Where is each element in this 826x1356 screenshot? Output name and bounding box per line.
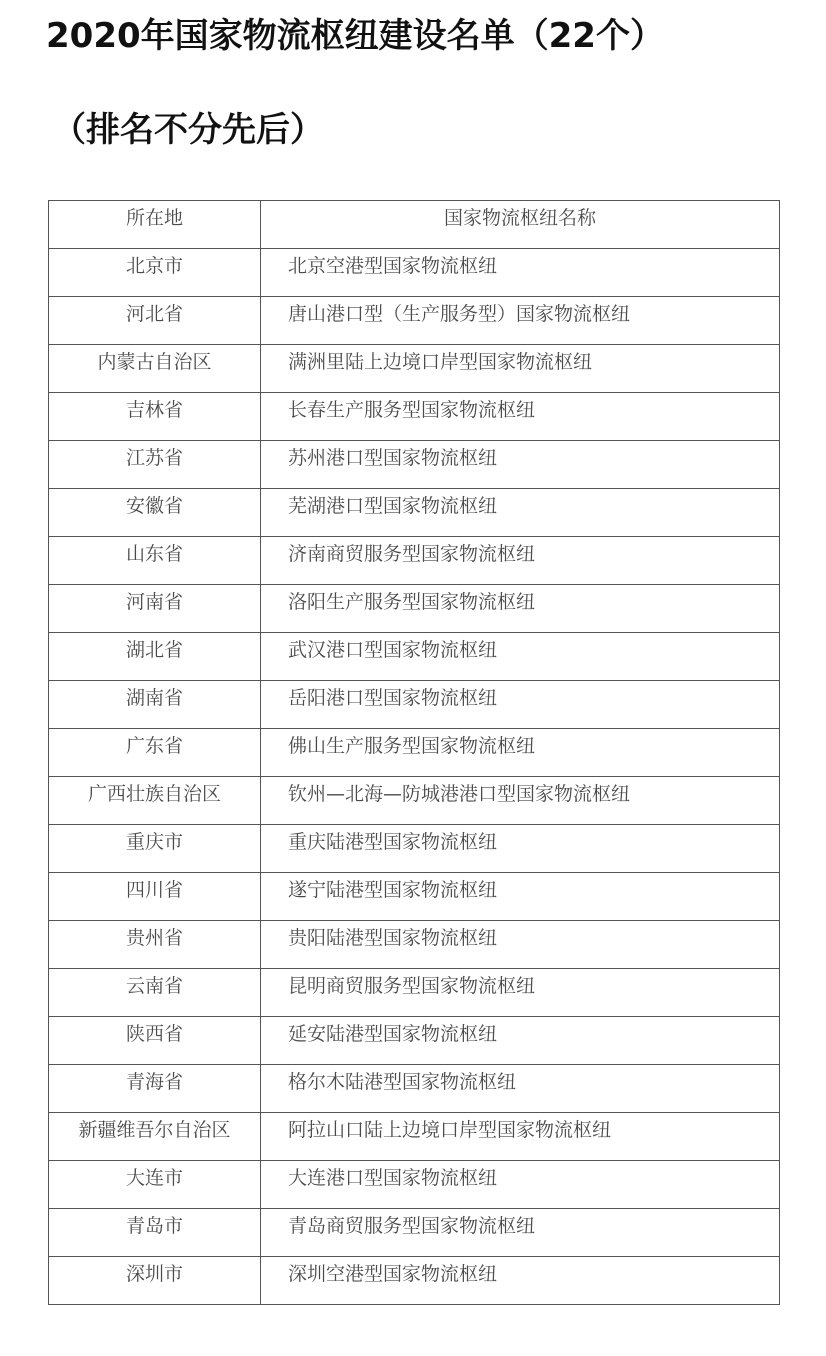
cell-location: 北京市 (49, 249, 261, 297)
cell-hub-name: 长春生产服务型国家物流枢纽 (261, 393, 780, 441)
table-row (49, 1257, 780, 1305)
cell-location: 广东省 (49, 729, 261, 777)
cell-hub-name: 重庆陆港型国家物流枢纽 (261, 825, 780, 873)
cell-location: 内蒙古自治区 (49, 345, 261, 393)
table-row (49, 1161, 780, 1209)
header-hub-name: 国家物流枢纽名称 (261, 201, 780, 249)
cell-location: 青岛市 (49, 1209, 261, 1257)
cell-location: 河南省 (49, 585, 261, 633)
cell-hub-name: 贵阳陆港型国家物流枢纽 (261, 921, 780, 969)
table-row (49, 969, 780, 1017)
cell-hub-name: 佛山生产服务型国家物流枢纽 (261, 729, 780, 777)
cell-location: 山东省 (49, 537, 261, 585)
cell-location: 河北省 (49, 297, 261, 345)
cell-hub-name: 芜湖港口型国家物流枢纽 (261, 489, 780, 537)
cell-location: 安徽省 (49, 489, 261, 537)
cell-hub-name: 满洲里陆上边境口岸型国家物流枢纽 (261, 345, 780, 393)
table-row (49, 1017, 780, 1065)
table-row (49, 393, 780, 441)
logistics-hub-table (48, 200, 779, 1305)
table-row (49, 825, 780, 873)
cell-hub-name: 大连港口型国家物流枢纽 (261, 1161, 780, 1209)
cell-hub-name: 昆明商贸服务型国家物流枢纽 (261, 969, 780, 1017)
cell-hub-name: 武汉港口型国家物流枢纽 (261, 633, 780, 681)
table-row (49, 585, 780, 633)
cell-hub-name: 格尔木陆港型国家物流枢纽 (261, 1065, 780, 1113)
cell-hub-name: 唐山港口型（生产服务型）国家物流枢纽 (261, 297, 780, 345)
table-header-row (49, 201, 780, 249)
table-row (49, 633, 780, 681)
page-subtitle: （排名不分先后） (52, 110, 324, 150)
table-row (49, 489, 780, 537)
cell-location: 陕西省 (49, 1017, 261, 1065)
cell-location: 青海省 (49, 1065, 261, 1113)
cell-location: 湖北省 (49, 633, 261, 681)
table-row (49, 1209, 780, 1257)
cell-hub-name: 北京空港型国家物流枢纽 (261, 249, 780, 297)
cell-location: 湖南省 (49, 681, 261, 729)
cell-location: 贵州省 (49, 921, 261, 969)
header-location: 所在地 (49, 201, 261, 249)
cell-hub-name: 青岛商贸服务型国家物流枢纽 (261, 1209, 780, 1257)
cell-hub-name: 阿拉山口陆上边境口岸型国家物流枢纽 (261, 1113, 780, 1161)
table-row (49, 345, 780, 393)
cell-hub-name: 延安陆港型国家物流枢纽 (261, 1017, 780, 1065)
cell-location: 云南省 (49, 969, 261, 1017)
table-row (49, 441, 780, 489)
cell-location: 深圳市 (49, 1257, 261, 1305)
cell-location: 江苏省 (49, 441, 261, 489)
cell-location: 广西壮族自治区 (49, 777, 261, 825)
table-row (49, 921, 780, 969)
cell-hub-name: 钦州—北海—防城港港口型国家物流枢纽 (261, 777, 780, 825)
table-row (49, 249, 780, 297)
cell-hub-name: 岳阳港口型国家物流枢纽 (261, 681, 780, 729)
cell-hub-name: 济南商贸服务型国家物流枢纽 (261, 537, 780, 585)
table-row (49, 537, 780, 585)
cell-hub-name: 深圳空港型国家物流枢纽 (261, 1257, 780, 1305)
hub-table (48, 200, 780, 1305)
cell-hub-name: 洛阳生产服务型国家物流枢纽 (261, 585, 780, 633)
table-row (49, 1113, 780, 1161)
cell-location: 吉林省 (49, 393, 261, 441)
table-row (49, 1065, 780, 1113)
cell-location: 四川省 (49, 873, 261, 921)
cell-hub-name: 遂宁陆港型国家物流枢纽 (261, 873, 780, 921)
table-row (49, 681, 780, 729)
table-row (49, 297, 780, 345)
table-row (49, 729, 780, 777)
cell-location: 大连市 (49, 1161, 261, 1209)
cell-location: 重庆市 (49, 825, 261, 873)
page-title: 2020年国家物流枢纽建设名单（22个） (46, 16, 664, 56)
table-row (49, 777, 780, 825)
cell-location: 新疆维吾尔自治区 (49, 1113, 261, 1161)
cell-hub-name: 苏州港口型国家物流枢纽 (261, 441, 780, 489)
table-row (49, 873, 780, 921)
